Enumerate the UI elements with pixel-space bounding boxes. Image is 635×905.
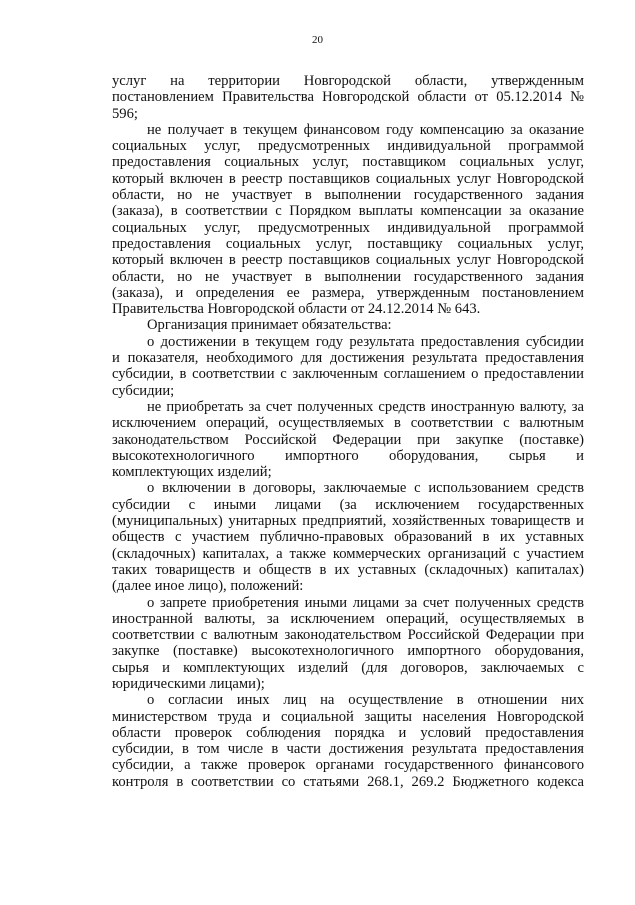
text-line: иностранной валюты, за исключением операций, осуществляемых в [112,610,584,627]
text-line: субсидии, в соответствии с заключенным соглашением о предоставлении [112,366,584,383]
text-line: субсидии, в том числе в части достижения результата предоставления [112,741,584,758]
text-line: о достижении в текущем году результата предоставления субсидии [147,333,584,350]
text-line: о включении в договоры, заключаемые с использованием средств [147,480,584,497]
text-line: постановлением Правительства Новгородской области от 05.12.2014 № [112,89,584,106]
text-line: Организация принимает обязательства: [147,317,392,334]
text-line: министерством труда и социальной защиты населения Новгородской [112,708,584,725]
text-line: законодательством Российской Федерации при закупке (поставке) [112,431,584,448]
text-line: (складочных) капиталах, а также коммерческих организаций с участием [112,545,584,562]
text-line: 596; [112,105,138,122]
document-body [112,73,584,790]
text-line: Правительства Новгородской области от 24.12.2014 № 643. [112,301,481,318]
text-line: субсидии с иными лицами (за исключением государственных [112,496,584,513]
text-line: обществ с участием публично-правовых образований в их уставных [112,529,584,546]
text-line: области проверок соблюдения порядка и условий предоставления [112,724,584,741]
text-line: комплектующих изделий; [112,464,272,481]
text-line: который включен в реестр поставщиков социальных услуг Новгородской [112,252,584,269]
text-line: который включен в реестр поставщиков социальных услуг Новгородской [112,170,584,187]
text-line: области, но не участвует в выполнении государственного задания [112,268,584,285]
text-line: субсидии; [112,382,175,399]
text-line: не приобретать за счет полученных средств иностранную валюту, за [147,398,584,415]
text-line: и показателя, необходимого для достижения результата предоставления [112,350,584,367]
text-line: о согласии иных лиц на осуществление в отношении них [147,692,584,709]
text-line: о запрете приобретения иными лицами за счет полученных средств [147,594,584,611]
text-line: высокотехнологичного импортного оборудования, сырья и [112,447,584,464]
text-line: социальных услуг, предусмотренных индивидуальной программой [112,219,584,236]
text-line: юридическими лицами); [112,675,265,692]
text-line: (далее иное лицо), положений: [112,578,304,595]
text-line: закупке (поставке) высокотехнологичного импортного оборудования, [112,643,584,660]
text-line: исключением операций, осуществляемых в соответствии с валютным [112,415,584,432]
text-line: (заказа), и определения ее размера, утвержденным постановлением [112,284,584,301]
text-line: субсидии, а также проверок органами государственного финансового [112,757,584,774]
text-line: (заказа), в соответствии с Порядком выплаты компенсации за оказание [112,203,584,220]
text-line: предоставления социальных услуг, поставщику социальных услуг, [112,235,584,252]
text-line: контроля в соответствии со статьями 268.1, 269.2 Бюджетного кодекса [112,773,584,790]
page-number: 20 [312,34,323,46]
text-line: предоставления социальных услуг, поставщиком социальных услуг, [112,154,584,171]
text-line: не получает в текущем финансовом году компенсацию за оказание [147,121,584,138]
text-line: таких товариществ и обществ в их уставных (складочных) капиталах) [112,561,584,578]
text-line: области, но не участвует в выполнении государственного задания [112,187,584,204]
text-line: сырья и комплектующих изделий (для договоров, заключаемых с [112,659,584,676]
text-line: социальных услуг, предусмотренных индивидуальной программой [112,138,584,155]
text-line: соответствии с валютным законодательством Российской Федерации при [112,627,584,644]
text-line: (муниципальных) унитарных предприятий, хозяйственных товариществ и [112,513,584,530]
text-line: услуг на территории Новгородской области, утвержденным [112,73,584,89]
